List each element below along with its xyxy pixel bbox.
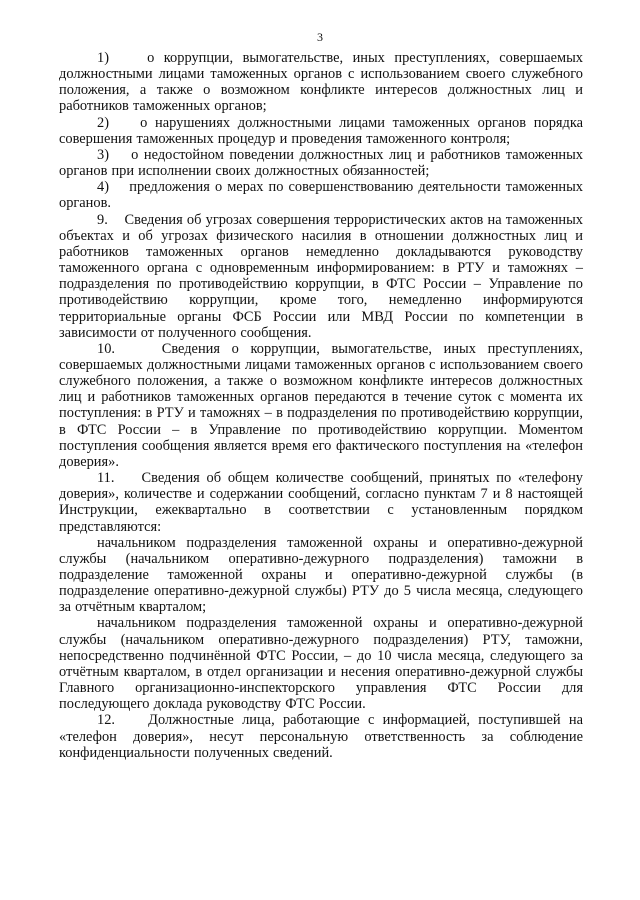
paragraph-9-threats: 9. Сведения об угрозах совершения террористических актов на таможенных объектах и об угрозах физического насилия в отношении должностных лиц и работников таможенных органов немедленно докладываются руководству таможенного органа с одновременным информированием: в РТУ и таможнях – подразделения по противодействию коррупции, в ФТС России – Управление по противодействию коррупции, кроме того, немедленно информируются территориальные органы ФСБ России или МВД России по компетенции в зависимости от полученного сообщения. <box>59 211 583 341</box>
paragraph-11-customs-reporting: начальником подразделения таможенной охраны и оперативно-дежурной службы (начальником оперативно-дежурного подразделения) таможни в подразделение таможенной охраны и оперативно-дежурной службы (в подразделение оперативно-дежурной службы) РТУ до 5 числа месяца, следующего за отчётным кварталом; <box>59 534 583 616</box>
list-item-4-proposals: 4) предложения о мерах по совершенствованию деятельности таможенных органов. <box>59 179 583 212</box>
paragraph-11-quarterly-reporting: 11. Сведения об общем количестве сообщений, принятых по «телефону доверия», количестве и содержании сообщений, согласно пунктам 7 и 8 настоящей Инструкции, ежеквартально в соответствии с установленным порядком представляются: <box>59 470 583 535</box>
page-number: 3 <box>317 30 323 44</box>
paragraph-12-responsibility: 12. Должностные лица, работающие с информацией, поступившей на «телефон доверия», несут персональную ответственность за соблюдение конфиденциальности полученных сведений. <box>59 712 583 761</box>
list-item-2-procedure-violations: 2) о нарушениях должностными лицами таможенных органов порядка совершения таможенных процедур и проведения таможенного контроля; <box>59 114 583 147</box>
list-item-1-corruption-reports: 1) о коррупции, вымогательстве, иных преступлениях, совершаемых должностными лицами таможенных органов с использованием своего служебного положения, а также о возможном конфликте интересов должностных лиц и работников таможенных органов; <box>59 50 583 115</box>
list-item-3-improper-conduct: 3) о недостойном поведении должностных лиц и работников таможенных органов при исполнении своих должностных обязанностей; <box>59 146 583 180</box>
paragraph-11-rtu-reporting: начальником подразделения таможенной охраны и оперативно-дежурной службы (начальником оперативно-дежурного подразделения) РТУ, таможни, непосредственно подчинённой ФТС России, – до 10 числа месяца, следующего за отчётным кварталом, в отдел организации и несения оперативно-дежурной службы Главного организационно-инспекторского управления ФТС России для последующего доклада руководству ФТС России. <box>59 615 583 713</box>
document-body <box>59 50 583 761</box>
paragraph-10-corruption-transfer: 10. Сведения о коррупции, вымогательстве, иных преступлениях, совершаемых должностными лицами таможенных органов с использованием своего служебного положения, а также о возможном конфликте интересов должностных лиц и работников таможенных органов передаются в течение суток с момента их поступления: в РТУ и таможнях – в подразделения по противодействию коррупции, в ФТС России – в Управление по противодействию коррупции. Моментом поступления сообщения является время его фактического поступления на «телефон доверия». <box>59 340 583 470</box>
